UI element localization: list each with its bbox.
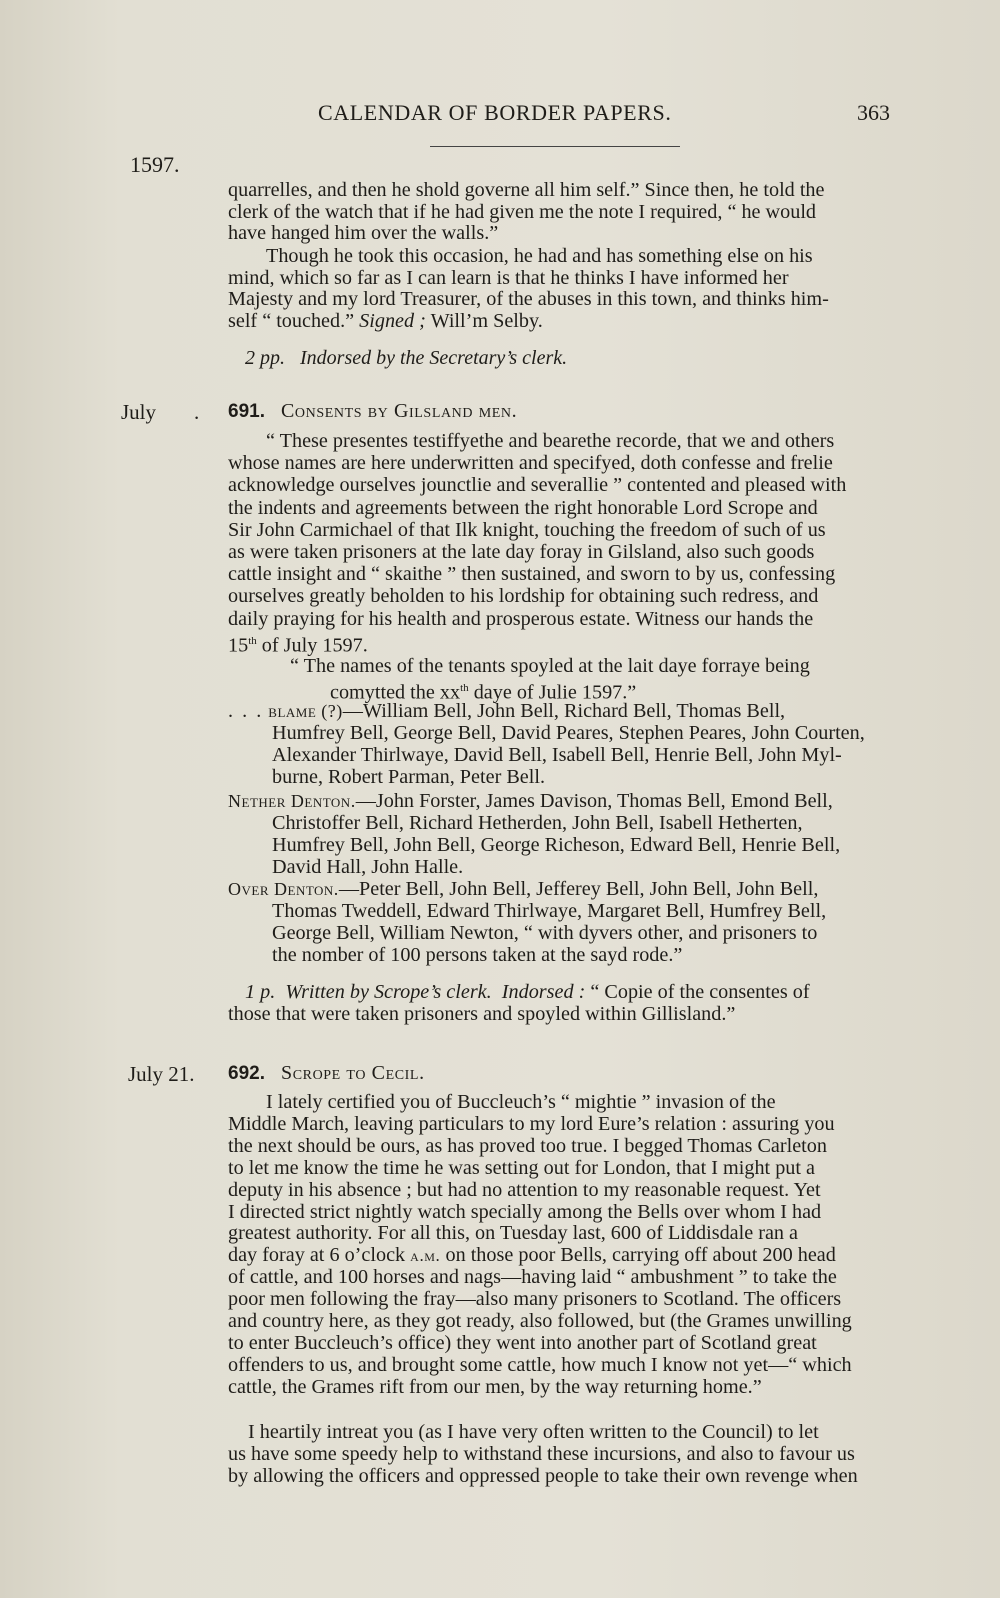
signatory: Will’m Selby. [430, 309, 543, 332]
text-line: “ These presentes testiffyethe and bearethe recorde, that we and others [266, 430, 835, 452]
text-line: the next should be ours, as has proved too true. I begged Thomas Carleton [228, 1134, 827, 1157]
page-count: 2 pp. [245, 347, 285, 369]
entry-691-note [228, 982, 904, 1025]
text-line: of cattle, and 100 horses and nags—having laid “ ambushment ” to take the [228, 1266, 837, 1289]
text-line: Christoffer Bell, Richard Hetherden, John Bell, Isabell Hetherten, [272, 812, 803, 834]
text-line: I directed strict nightly watch specially among the Bells over whom I had [228, 1200, 822, 1223]
signed-label: Signed ; [359, 309, 426, 332]
text-line: daily praying for his health and prosperous estate. Witness our hands the [228, 607, 814, 630]
text-line: deputy in his absence ; but had no attention to my reasonable request. Yet [228, 1178, 821, 1201]
text-line: those that were taken prisoners and spoyled within Gillisland.” [228, 1002, 736, 1025]
tenant-group-nether-denton [228, 790, 904, 878]
text-line: cattle, the Grames rift from our men, by the way returning home.” [228, 1375, 762, 1398]
text-line: Majesty and my lord Treasurer, of the abuses in this town, and thinks him- [228, 288, 829, 311]
text-line: us have some speedy help to withstand these incursions, and also to favour us [228, 1442, 855, 1465]
text-line: acknowledge ourselves jounctlie and severallie ” contented and pleased with [228, 474, 847, 497]
text-line: . . . blame (?)—William Bell, John Bell, Richard Bell, Thomas Bell, [228, 700, 786, 722]
text-fragment: self “ touched.” [228, 309, 355, 332]
entry-title: Scrope to Cecil. [280, 1062, 425, 1084]
text-line: as were taken prisoners at the late day foray in Gilsland, also such goods [228, 541, 815, 564]
text-line: burne, Robert Parman, Peter Bell. [272, 766, 546, 788]
text-line: clerk of the watch that if he had given me the note I required, “ he would [228, 200, 817, 223]
entry-number: 691. [228, 401, 265, 422]
text-line: quarrelles, and then he shold governe all him self.” Since then, he told the [228, 179, 825, 201]
entry-number: 692. [228, 1063, 265, 1084]
text-line: offenders to us, and brought some cattle, how much I know not yet—“ which [228, 1353, 852, 1376]
text-line: whose names are here underwritten and specifyed, doth confesse and frelie [228, 452, 833, 475]
text-line: 15th of July 1597. [228, 634, 368, 657]
text-line: poor men following the fray—also many prisoners to Scotland. The officers [228, 1288, 842, 1311]
text-line: to let me know the time he was setting out for London, that I might put a [228, 1156, 816, 1179]
text-line: the indents and agreements between the right honorable Lord Scrope and [228, 496, 818, 519]
tenant-group-over-denton [228, 878, 904, 966]
scrope-letter-paragraph-1 [228, 1092, 904, 1399]
text-line: to enter Buccleuch’s office) they went into another part of Scotland great [228, 1331, 817, 1354]
text-line: mind, which so far as I can learn is that he thinks I have informed her [228, 266, 789, 289]
text-line: by allowing the officers and oppressed people to take their own revenge when [228, 1464, 858, 1487]
endorsement-text: Indorsed by the Secretary’s clerk. [300, 347, 568, 369]
text-line: I lately certified you of Buccleuch’s “ mightie ” invasion of the [266, 1091, 776, 1113]
entry-692-heading [228, 1062, 425, 1085]
page-number: 363 [857, 100, 890, 125]
text-line: Over Denton.—Peter Bell, John Bell, Jefferey Bell, John Bell, John Bell, [228, 878, 819, 900]
text-line: comytted the $xx^{th}$ daye of Julie 1597.” [330, 681, 637, 704]
text-line: Humfrey Bell, John Bell, George Richeson, Edward Bell, Henrie Bell, [272, 834, 841, 856]
text-line: “ The names of the tenants spoyled at the lait daye forraye being [290, 655, 810, 677]
scrope-letter-paragraph-2 [228, 1422, 904, 1488]
text-line: Alexander Thirlwaye, David Bell, Isabell Bell, Henrie Bell, John Myl- [272, 744, 842, 766]
group-label: Nether Denton. [228, 791, 356, 811]
text-line: ourselves greatly beholden to his lordship for obtaining such redress, and [228, 585, 819, 608]
text-line: George Bell, William Newton, “ with dyvers other, and prisoners to [272, 922, 818, 944]
entry-691-date: July . [121, 400, 200, 424]
text-line: 1 p. Written by Scrope’s clerk. Indorsed : “ Copie of the consentes of [245, 981, 810, 1003]
text-line [228, 311, 904, 333]
text-line: Nether Denton.—John Forster, James Davison, Thomas Bell, Emond Bell, [228, 790, 833, 812]
entry-692-date: July 21. [128, 1062, 195, 1086]
text-line: greatest authority. For all this, on Tuesday last, 600 of Liddisdale ran a [228, 1222, 799, 1245]
selby-paragraph [228, 246, 904, 332]
text-line: day foray at 6 o’clock a.m. on those poor Bells, carrying off about 200 head [228, 1244, 836, 1267]
text-line: Humfrey Bell, George Bell, David Peares, Stephen Peares, John Courten, [272, 722, 865, 744]
text-line: have hanged him over the walls.” [228, 222, 499, 245]
header-rule [430, 146, 680, 147]
endorsement-note [245, 347, 567, 370]
margin-year: 1597. [130, 152, 180, 177]
continuation-paragraph [228, 180, 904, 245]
text-line: and country here, as they got ready, also followed, but (the Grames unwilling [228, 1310, 852, 1333]
entry-title: Consents by Gilsland men. [280, 400, 518, 422]
running-header-title: CALENDAR OF BORDER PAPERS. [318, 100, 672, 125]
text-line: Middle March, leaving particulars to my lord Eure’s relation : assuring you [228, 1112, 835, 1135]
consent-paragraph [228, 430, 904, 657]
text-line: Thomas Tweddell, Edward Thirlwaye, Margaret Bell, Humfrey Bell, [272, 900, 827, 922]
text-line: Sir John Carmichael of that Ilk knight, touching the freedom of such of us [228, 518, 826, 541]
group-label: Over Denton. [228, 879, 339, 899]
text-line: I heartily intreat you (as I have very often written to the Council) to let [248, 1421, 819, 1443]
names-intro [290, 655, 904, 704]
entry-691-heading [228, 400, 517, 423]
text-line: Though he took this occasion, he had and has something else on his [266, 245, 813, 267]
group-label: blame (?) [268, 701, 343, 721]
tenant-group-blame [228, 700, 904, 788]
text-line: the nomber of 100 persons taken at the sayd rode.” [272, 944, 683, 966]
text-line: cattle insight and “ skaithe ” then sustained, and sworn to by us, confessing [228, 563, 836, 586]
text-line: David Hall, John Halle. [272, 856, 464, 878]
